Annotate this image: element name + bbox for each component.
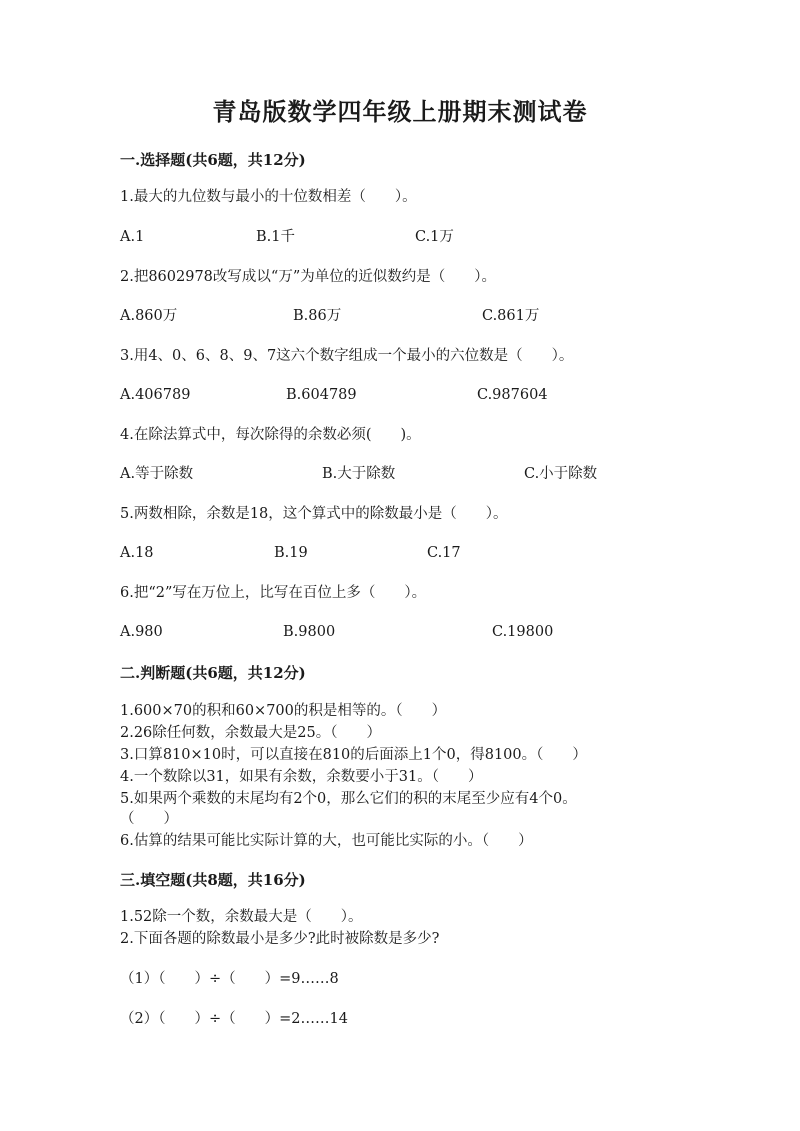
choice-option-3a: A.406789 <box>120 387 191 403</box>
choice-question-6: 6.把“2”写在万位上，比写在百位上多（ ）。 <box>120 585 427 601</box>
judge-item-3: 3.口算810×10时，可以直接在810的后面添上1个0，得8100。（ ） <box>120 747 587 763</box>
choice-option-5c: C.17 <box>427 545 461 561</box>
choice-option-4c: C.小于除数 <box>524 466 598 482</box>
choice-question-5: 5.两数相除，余数是18，这个算式中的除数最小是（ ）。 <box>120 506 508 522</box>
choice-option-6b: B.9800 <box>283 624 336 640</box>
choice-option-2c: C.861万 <box>482 308 540 324</box>
choice-option-2a: A.860万 <box>120 308 178 324</box>
choice-option-3c: C.987604 <box>477 387 548 403</box>
choice-option-1b: B.1千 <box>256 229 295 245</box>
choice-option-5a: A.18 <box>120 545 154 561</box>
judge-item-4: 4.一个数除以31，如果有余数，余数要小于31。（ ） <box>120 769 483 785</box>
judge-item-6: 6.估算的结果可能比实际计算的大，也可能比实际的小。（ ） <box>120 833 533 849</box>
choice-option-1a: A.1 <box>120 229 145 245</box>
fill-question-2: 2.下面各题的除数最小是多少?此时被除数是多少? <box>120 931 440 947</box>
choice-option-1c: C.1万 <box>415 229 454 245</box>
judge-item-2: 2.26除任何数，余数最大是25。（ ） <box>120 725 381 741</box>
section-heading-choice: 一.选择题(共6题，共12分) <box>120 151 306 169</box>
choice-option-5b: B.19 <box>274 545 308 561</box>
choice-option-4a: A.等于除数 <box>120 466 194 482</box>
choice-option-4b: B.大于除数 <box>322 466 396 482</box>
judge-item-5: 5.如果两个乘数的末尾均有2个0，那么它们的积的末尾至少应有4个0。 <box>120 791 577 807</box>
section-heading-fill: 三.填空题(共8题，共16分) <box>120 871 306 889</box>
choice-option-3b: B.604789 <box>286 387 357 403</box>
fill-subquestion-2: （2）（ ）÷（ ）=2……14 <box>120 1011 348 1027</box>
judge-item-1: 1.600×70的积和60×700的积是相等的。（ ） <box>120 703 447 719</box>
fill-question-1: 1.52除一个数，余数最大是（ ）。 <box>120 909 363 925</box>
judge-item-5-bracket: （ ） <box>120 811 178 827</box>
choice-option-2b: B.86万 <box>293 308 342 324</box>
fill-subquestion-1: （1）（ ）÷（ ）=9……8 <box>120 971 339 987</box>
choice-question-3: 3.用4、0、6、8、9、7这六个数字组成一个最小的六位数是（ ）。 <box>120 348 574 364</box>
choice-question-4: 4.在除法算式中，每次除得的余数必须( )。 <box>120 427 421 443</box>
choice-option-6c: C.19800 <box>492 624 554 640</box>
page-title: 青岛版数学四年级上册期末测试卷 <box>212 97 588 126</box>
choice-question-1: 1.最大的九位数与最小的十位数相差（ ）。 <box>120 189 417 205</box>
choice-question-2: 2.把8602978改写成以“万”为单位的近似数约是（ ）。 <box>120 269 496 285</box>
section-heading-judge: 二.判断题(共6题，共12分) <box>120 664 306 682</box>
choice-option-6a: A.980 <box>120 624 163 640</box>
